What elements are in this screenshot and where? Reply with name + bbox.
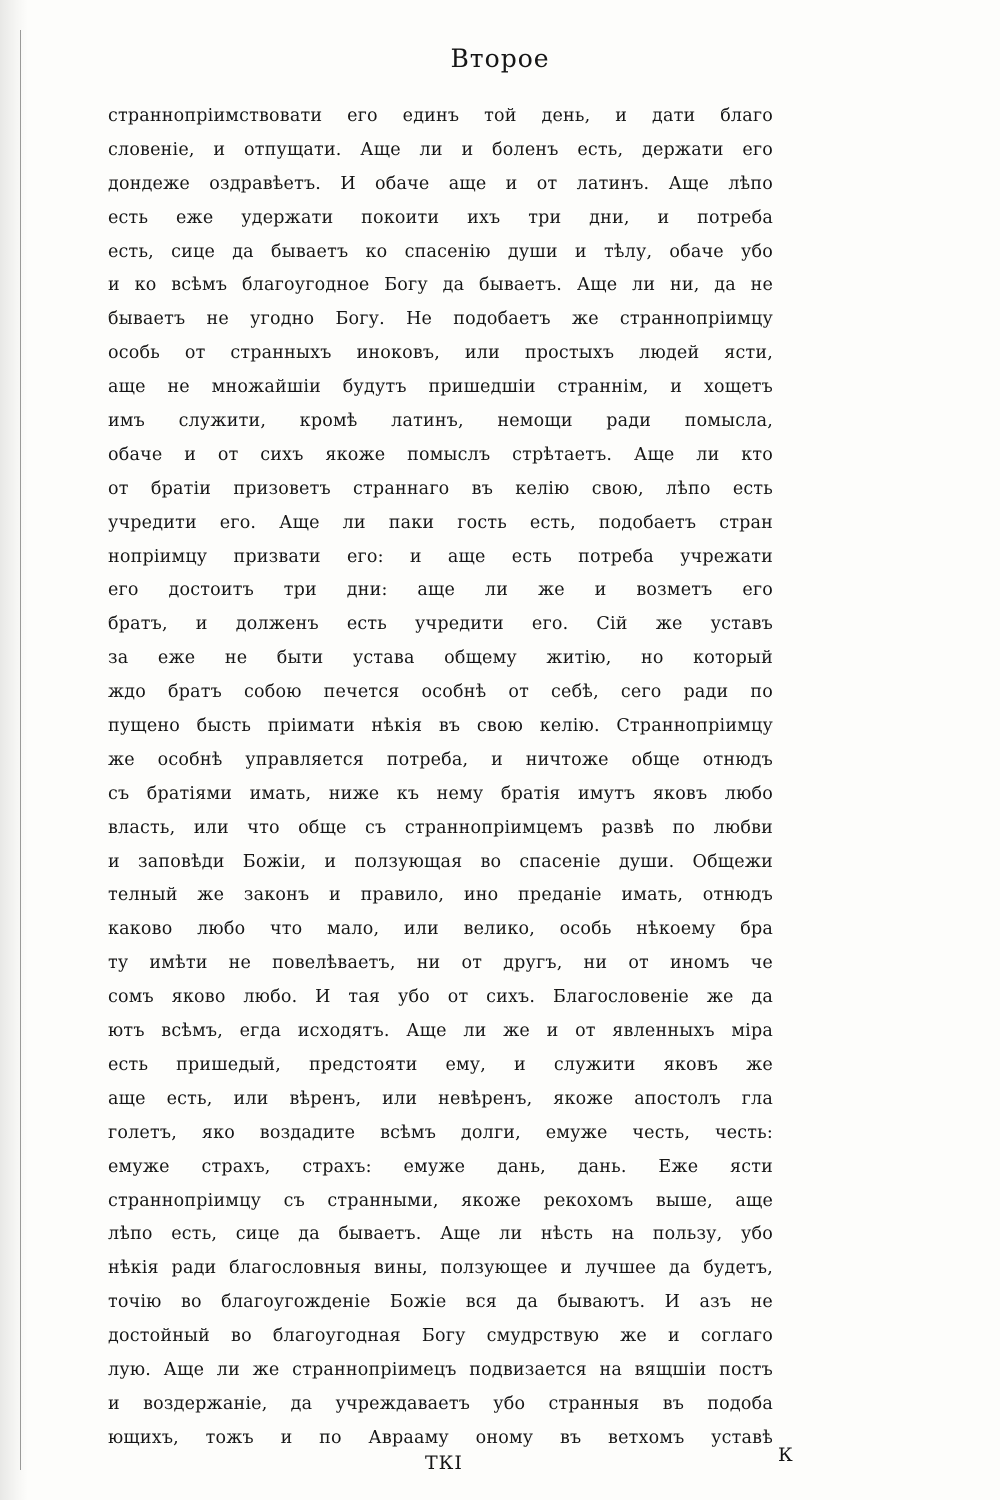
signature-mark: К — [778, 1444, 793, 1466]
text-line: есть пришедый, предстояти ему, и служити яковъ же — [108, 1054, 773, 1075]
text-line: братъ, и долженъ есть учредити его. Сій же уставъ — [108, 614, 773, 635]
text-line: нѣкія ради благословныя вины, ползующее и лучшее да будетъ, — [108, 1258, 773, 1279]
text-line: от братіи призоветъ страннаго въ келію свою, лѣпо есть — [108, 478, 773, 499]
folio-number: ТКІ — [425, 1452, 463, 1474]
text-line: особь от странныхъ иноковъ, или простыхъ людей ясти, — [108, 343, 773, 364]
text-line: сомъ яково любо. И тая убо от сихъ. Благословеніе же да — [108, 987, 773, 1008]
text-line: емуже страхъ, страхъ: емуже дань, дань. Еже ясти — [108, 1156, 773, 1177]
text-line: и заповѣди Божіи, и ползующая во спасеніе души. Общежи — [108, 851, 773, 872]
text-line: есть, сице да бываетъ ко спасенію души и тѣлу, обаче убо — [108, 241, 773, 262]
text-line: же особнѣ управляется потреба, и ничтоже обще отнюдъ — [108, 749, 773, 770]
text-line: лѣпо есть, сице да бываетъ. Аще ли нѣсть на пользу, убо — [108, 1224, 773, 1245]
text-line: его достоитъ три дни: аще ли же и возметъ его — [108, 580, 773, 601]
text-line: и ко всѣмъ благоугодное Богу да бываетъ. Аще ли ни, да не — [108, 275, 773, 296]
text-line: ютъ всѣмъ, егда исходятъ. Аще ли же и от явленныхъ міра — [108, 1021, 773, 1042]
text-line: лую. Аще ли же страннопріимецъ подвизается на вящшіи постъ — [108, 1359, 773, 1380]
text-line: страннопріимствовати его единъ той день, и дати благо — [108, 106, 773, 126]
text-line: дондеже оздравѣетъ. И обаче аще и от латинъ. Аще лѣпо — [108, 173, 773, 194]
text-line: аще есть, или вѣренъ, или невѣренъ, якоже апостолъ гла — [108, 1088, 773, 1109]
text-line: страннопріимцу съ странными, якоже рекохомъ выше, аще — [108, 1190, 773, 1211]
text-line: и воздержаніе, да учреждаваетъ убо странныя въ подоба — [108, 1393, 773, 1414]
text-line: есть еже удержати покоити ихъ три дни, и потреба — [108, 207, 773, 228]
page-edge-shadow — [0, 0, 28, 1500]
text-line: нопріимцу призвати его: и аще есть потреба учрежати — [108, 546, 773, 567]
text-line: достойный во благоугодная Богу смудрствую же и соглаго — [108, 1326, 773, 1347]
text-line: словеніе, и отпущати. Аще ли и боленъ есть, держати его — [108, 139, 773, 160]
running-head: Второе — [450, 44, 550, 73]
text-line: точію во благоугожденіе Божіе вся да бываютъ. И азъ не — [108, 1292, 773, 1313]
page-margin-rule — [20, 30, 21, 1470]
text-line: аще не множайшіи будутъ пришедшіи страннім, и хощетъ — [108, 377, 773, 398]
text-line: ждо братъ собою печется особнѣ от себѣ, сего ради по — [108, 682, 773, 703]
text-line: голетъ, яко воздадите всѣмъ долги, емуже честь, честь: — [108, 1122, 773, 1143]
text-line: съ братіями имать, ниже къ нему братія имутъ яковъ любо — [108, 783, 773, 804]
text-line: телный же законъ и правило, ино преданіе имать, отнюдъ — [108, 885, 773, 906]
text-line: обаче и от сихъ якоже помыслъ стрѣтаетъ. Аще ли кто — [108, 444, 773, 465]
text-line: учредити его. Аще ли паки гость есть, подобаетъ стран — [108, 512, 773, 533]
text-line: власть, или что обще съ страннопріимцемъ развѣ по любви — [108, 817, 773, 838]
text-line: имъ служити, кромѣ латинъ, немощи ради помысла, — [108, 411, 773, 432]
text-line: бываетъ не угодно Богу. Не подобаетъ же страннопріимцу — [108, 309, 773, 330]
text-block — [108, 100, 773, 1456]
text-line: каково любо что мало, или велико, особь нѣкоему бра — [108, 919, 773, 940]
text-line: за еже не быти устава общему житію, но который — [108, 648, 773, 669]
text-line: ющихъ, тожъ и по Аврааму оному въ ветхомъ уставѣ — [108, 1427, 773, 1448]
text-line: пущено бысть пріимати нѣкія въ свою келію. Страннопріимцу — [108, 716, 773, 737]
text-line: ту имѣти не повелѣваетъ, ни от другъ, ни от иномъ че — [108, 953, 773, 974]
